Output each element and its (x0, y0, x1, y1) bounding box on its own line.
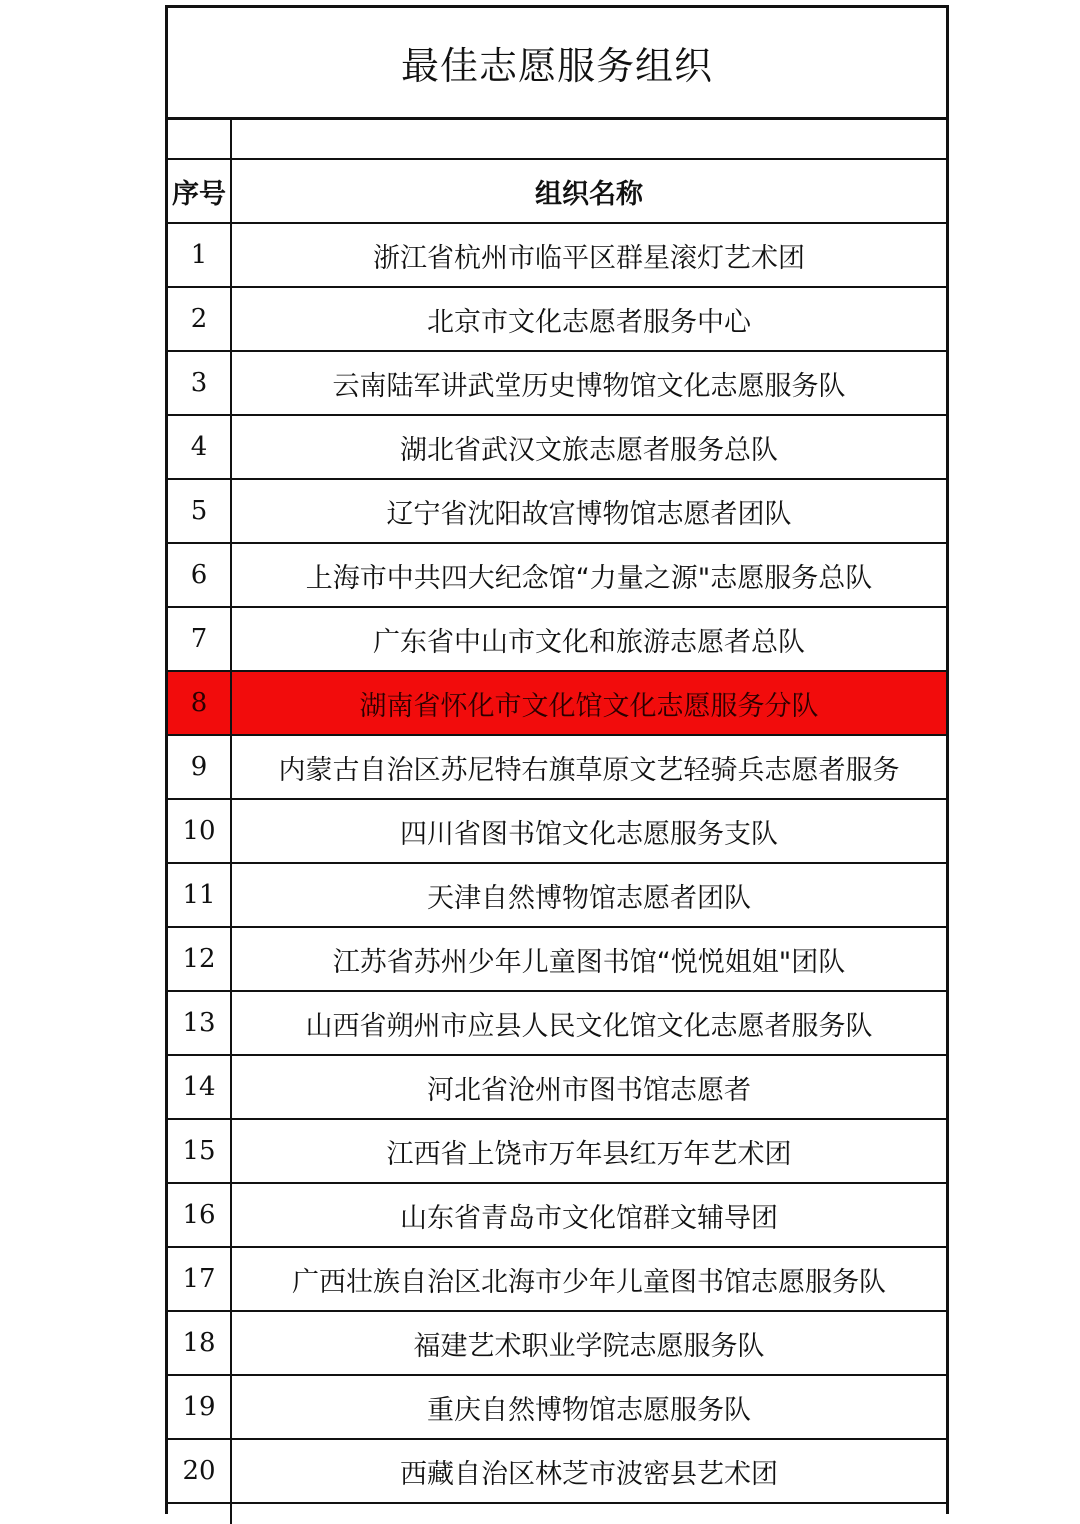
row-name: 福建艺术职业学院志愿服务队 (413, 1330, 765, 1362)
table-row (168, 992, 946, 1056)
row-num: 1 (168, 224, 232, 286)
row-num: 14 (168, 1056, 232, 1118)
table-row (168, 1184, 946, 1248)
row-name: 浙江省杭州市临平区群星滚灯艺术团 (373, 242, 805, 274)
row-name: 云南陆军讲武堂历史博物馆文化志愿服务队 (332, 370, 846, 402)
row-num: 16 (168, 1184, 232, 1246)
row-name: 广西壮族自治区北海市少年儿童图书馆志愿服务队 (292, 1266, 886, 1298)
table-title: 最佳志愿服务组织 (168, 8, 946, 120)
blank-name-cell (232, 120, 946, 158)
row-num: 3 (168, 352, 232, 414)
row-name: 湖南省怀化市文化馆文化志愿服务分队 (359, 690, 819, 722)
row-num: 7 (168, 608, 232, 670)
highlighted-table-row (168, 672, 946, 736)
table-row (168, 800, 946, 864)
header-name: 组织名称 (535, 178, 643, 210)
table-row (168, 1440, 946, 1504)
row-num: 11 (168, 864, 232, 926)
row-num: 19 (168, 1376, 232, 1438)
cut-off-row (168, 1504, 946, 1524)
row-num: 2 (168, 288, 232, 350)
row-num: 5 (168, 480, 232, 542)
row-name: 重庆自然博物馆志愿服务队 (427, 1394, 751, 1426)
table-row (168, 608, 946, 672)
cut-off-num-cell (168, 1504, 232, 1524)
table-row (168, 1248, 946, 1312)
header-num: 序号 (168, 160, 232, 222)
row-name: 北京市文化志愿者服务中心 (427, 306, 751, 338)
row-num: 10 (168, 800, 232, 862)
row-name: 山东省青岛市文化馆群文辅导团 (400, 1202, 778, 1234)
row-num: 6 (168, 544, 232, 606)
row-num: 18 (168, 1312, 232, 1374)
table-row (168, 416, 946, 480)
header-row (168, 160, 946, 224)
table-row (168, 1376, 946, 1440)
table-row (168, 544, 946, 608)
blank-num-cell (168, 120, 232, 158)
row-num: 15 (168, 1120, 232, 1182)
row-name: 广东省中山市文化和旅游志愿者总队 (373, 626, 805, 658)
row-num: 13 (168, 992, 232, 1054)
row-num: 4 (168, 416, 232, 478)
row-num: 20 (168, 1440, 232, 1502)
table-row (168, 224, 946, 288)
table-row (168, 736, 946, 800)
blank-row (168, 120, 946, 160)
row-num: 12 (168, 928, 232, 990)
table-row (168, 352, 946, 416)
row-num: 9 (168, 736, 232, 798)
row-name: 辽宁省沈阳故宫博物馆志愿者团队 (386, 498, 792, 530)
table-row (168, 288, 946, 352)
row-num: 17 (168, 1248, 232, 1310)
table-row (168, 864, 946, 928)
award-table (165, 5, 949, 1514)
row-name: 江苏省苏州少年儿童图书馆“悦悦姐姐"团队 (332, 946, 846, 978)
table-row (168, 1312, 946, 1376)
row-num: 8 (168, 672, 232, 734)
row-name: 四川省图书馆文化志愿服务支队 (400, 818, 778, 850)
table-row (168, 1120, 946, 1184)
row-name: 上海市中共四大纪念馆“力量之源"志愿服务总队 (305, 562, 873, 594)
row-name: 天津自然博物馆志愿者团队 (427, 882, 751, 914)
table-row (168, 1056, 946, 1120)
table-row (168, 928, 946, 992)
row-name: 江西省上饶市万年县红万年艺术团 (386, 1138, 792, 1170)
row-name: 湖北省武汉文旅志愿者服务总队 (400, 434, 778, 466)
row-name: 内蒙古自治区苏尼特右旗草原文艺轻骑兵志愿者服务 (278, 754, 900, 786)
cut-off-name-cell (232, 1504, 946, 1524)
row-name: 西藏自治区林芝市波密县艺术团 (400, 1458, 778, 1490)
row-name: 河北省沧州市图书馆志愿者 (427, 1074, 751, 1106)
table-row (168, 480, 946, 544)
row-name: 山西省朔州市应县人民文化馆文化志愿者服务队 (305, 1010, 873, 1042)
